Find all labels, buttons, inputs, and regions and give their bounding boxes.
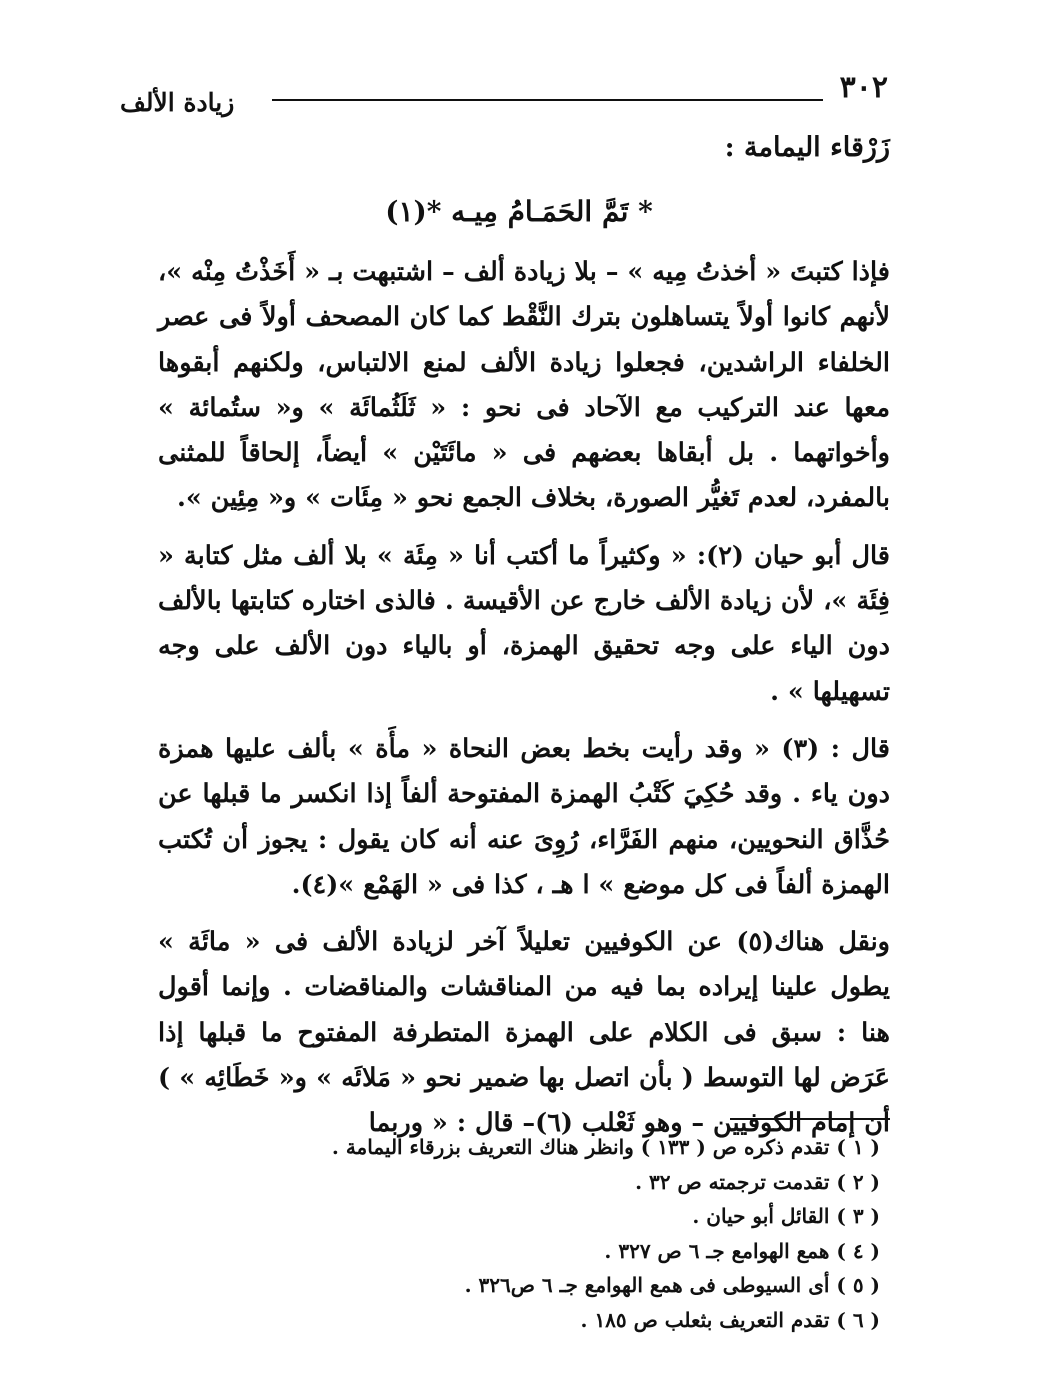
header-divider [272,99,823,101]
footnote: ( ٢ ) تقدمت ترجمته ص ٣٢ . [635,1169,880,1194]
paragraph: قال : (٣) « وقد رأيت بخط بعض النحاة « مأَة » بألف عليها همزة دون ياء . وقد حُكِيَ كَتْبُ الهمزة المفتوحة ألفاً إذا انكسر ما قبلها عن حُذَّاق النحويين، منهم الفَرَّاء، رُوِىَ عنه أنه كان يقول : يجوز أن تُكتب الهمزة ألفاً فى كل موضع » ا هـ ، كذا فى « الهَمْع »(٤). [158,733,890,900]
footnote: ( ٤ ) همع الهوامع جـ ٦ ص ٣٢٧ . [604,1238,880,1263]
footnote-divider [730,1118,890,1120]
paragraph: قال أبو حيان (٢): « وكثيراً ما أكتب أنا « مِئَة » بلا ألف مثل كتابة « فِئَة »، لأن زيادة الألف خارج عن الأقيسة . فالذى اختاره كتابتها بالألف دون الياء على وجه تحقيق الهمزة، أو بالياء دون الألف على وجه تسهيلها » . [158,540,890,707]
paragraph: فإذا كتبتَ « أخذتُ مِيه » – بلا زيادة ألف – اشتبهت بـ « أَخَذْتُ مِنْه »، لأنهم كانوا أولاً يتساهلون بترك النَّقْط كما كان المصحف أولاً فى عصر الخلفاء الراشدين، فجعلوا زيادة الألف لمنع الالتباس، ولكنهم أبقوها معها عند التركيب مع الآحاد فى نحو : « ثَلَثُمائَة » و« ستُمائة » وأخواتهما . بل أبقاها بعضهم فى « مائَتَيْن » أيضاً، إلحاقاً للمثنى بالمفرد، لعدم تَغيُّر الصورة، بخلاف الجمع نحو « مِئَات » و« مِئِين ». [158,257,890,514]
footnote: ( ٥ ) أى السيوطى فى همع الهوامع جـ ٦ ص٣٢٦ . [464,1273,880,1297]
verse-line: * تَمَّ الحَمَـامُ مِيـه *(١) [385,195,653,228]
section-subheading: زَرْقاء اليمامة : [724,132,890,163]
footnote: ( ١ ) تقدم ذكره ص ( ١٣٣ ) وانظر هناك التعريف بزرقاء اليمامة . [331,1135,880,1159]
footnote: ( ٣ ) القائل أبو حيان . [692,1204,880,1228]
page-number: ٣٠٢ [839,70,888,105]
footnote: ( ٦ ) تقدم التعريف بثعلب ص ١٨٥ . [580,1307,880,1332]
footnotes [158,1130,880,1337]
running-header-title: زيادة الألف [120,88,235,117]
body-text [158,250,890,1159]
paragraph: ونقل هناك(٥) عن الكوفيين تعليلاً آخر لزيادة الألف فى « مائَة » يطول علينا إيراده بما فيه من المناقشات والمناقضات . وإنما أقول هنا : سبق فى الكلام على الهمزة المتطرفة المفتوح ما قبلها إذا عَرَض لها التوسط ( بأن اتصل بها ضمير نحو « مَلائَه » و« خَطَائِه » ) أن إمام الكوفيين – وهو ثَعْلب (٦)– قال : « وربما [158,927,890,1139]
